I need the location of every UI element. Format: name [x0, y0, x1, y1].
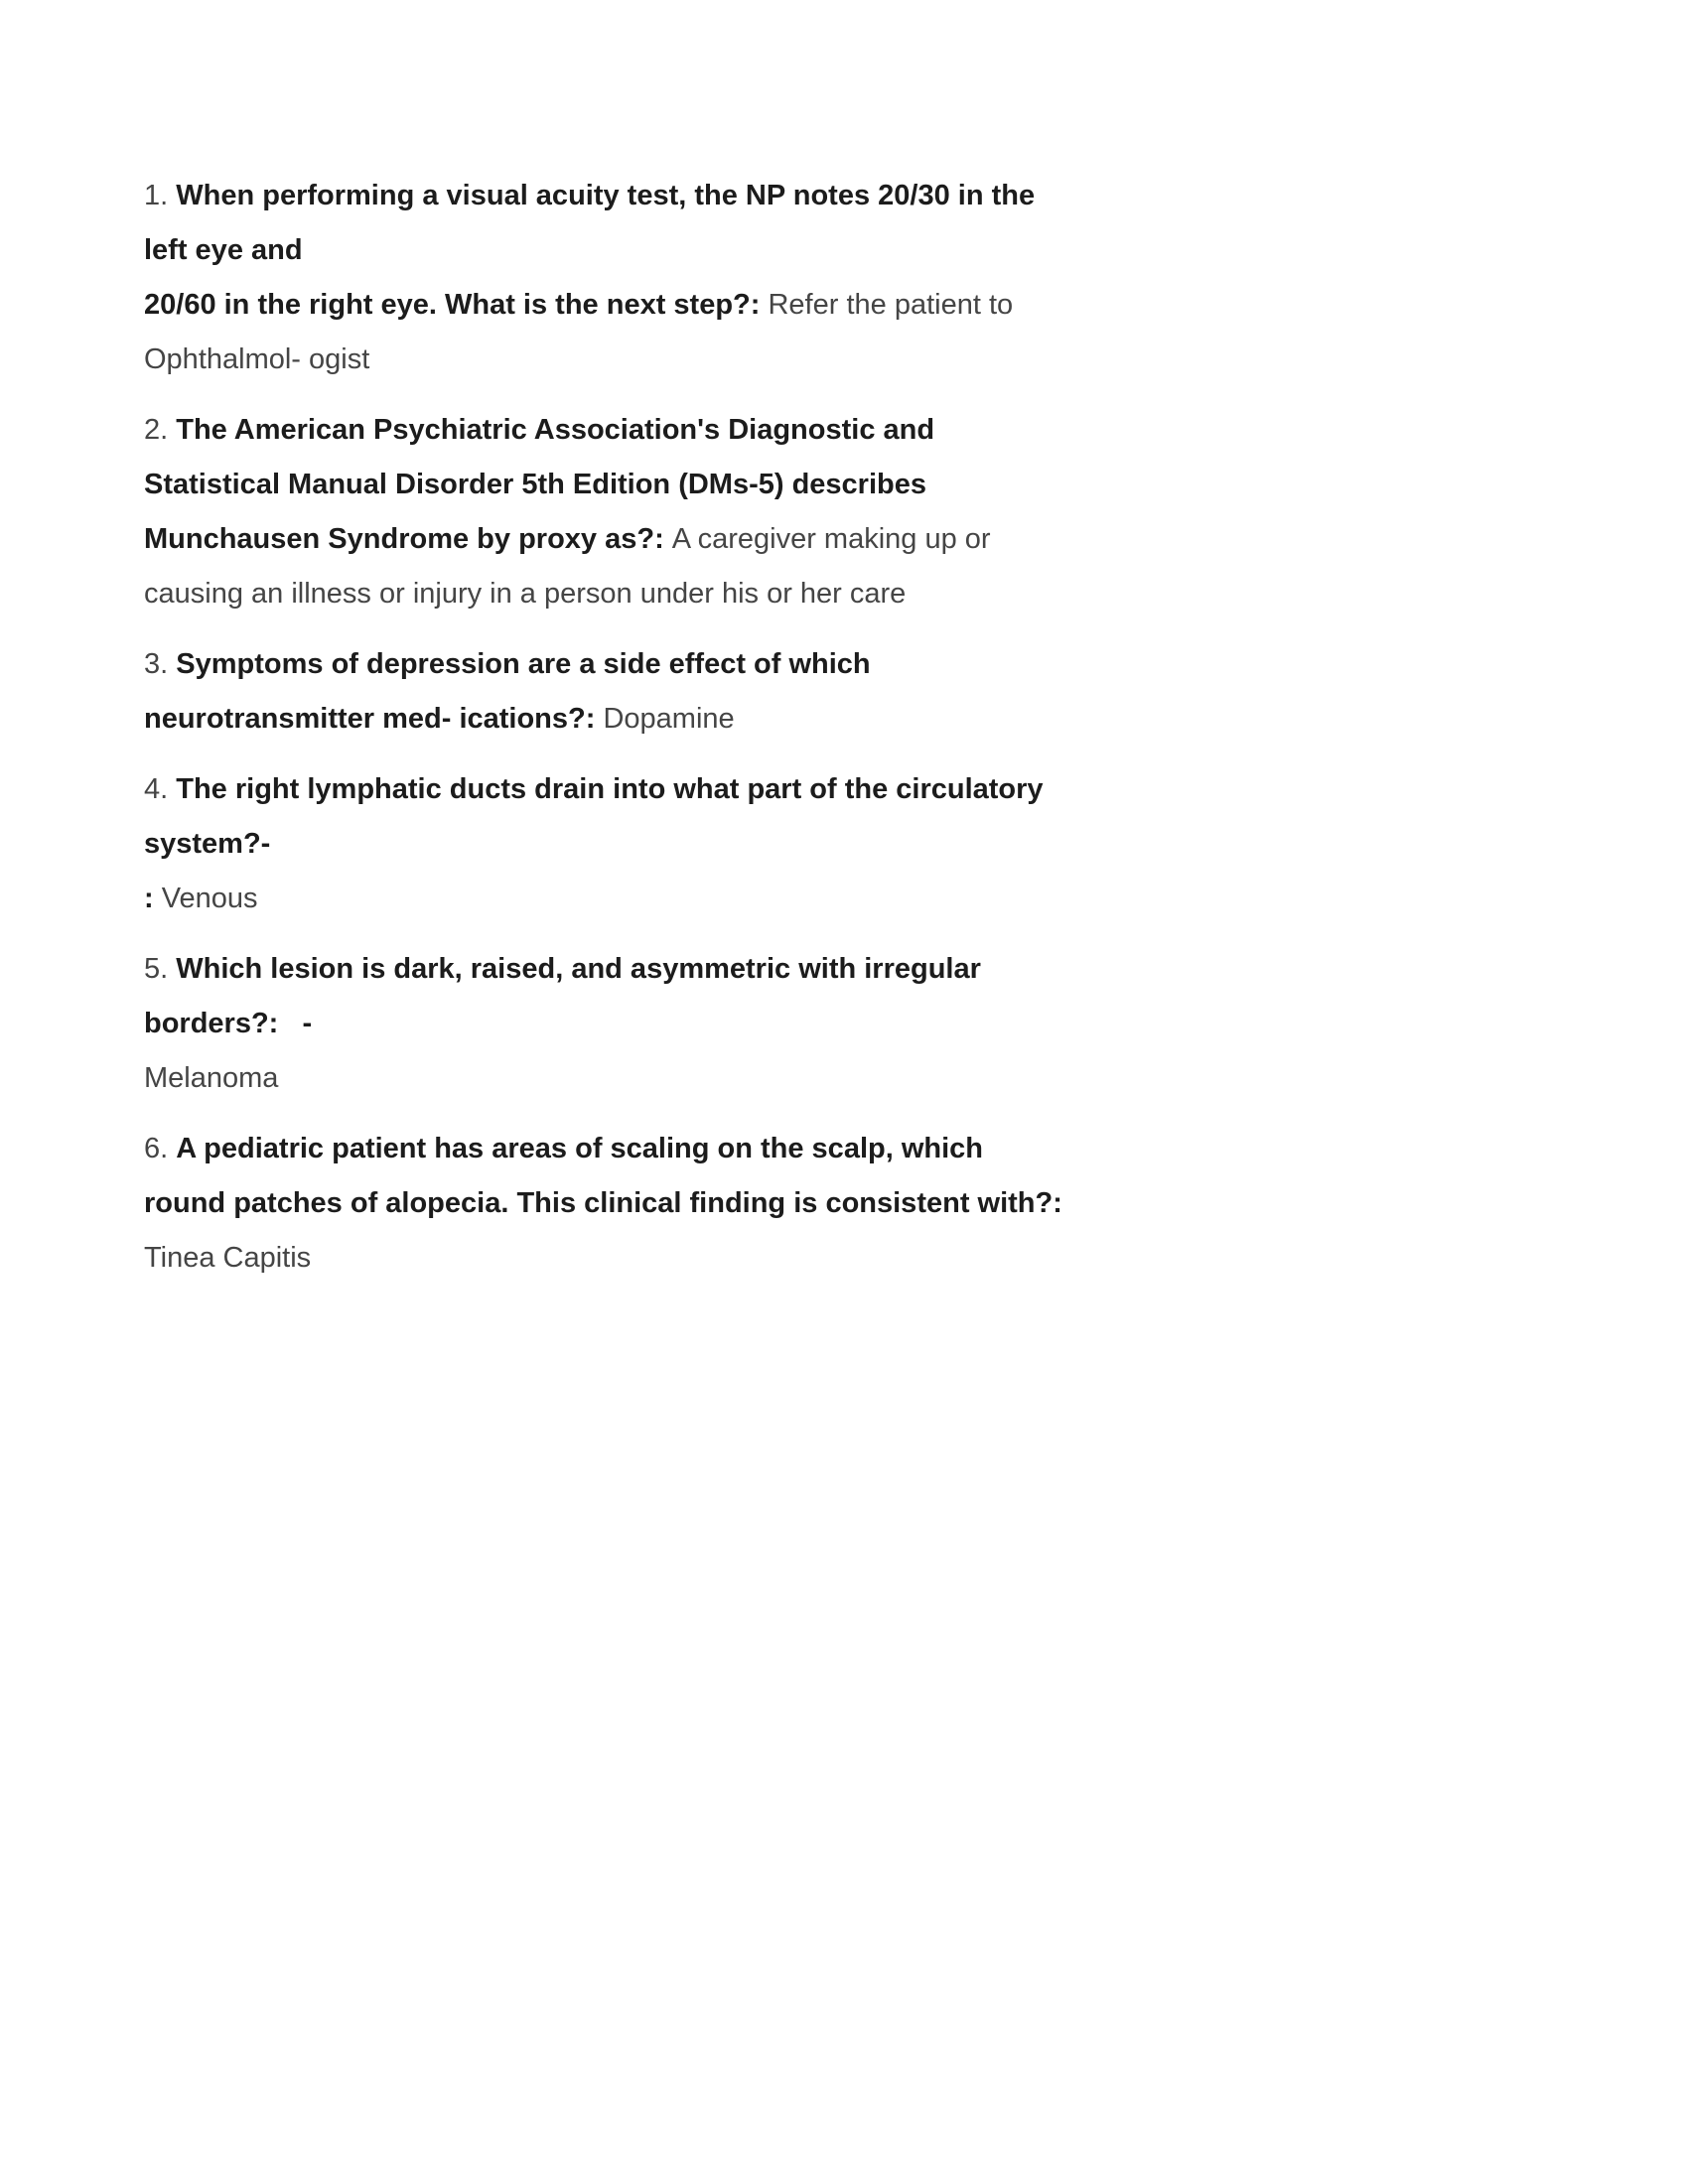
qa-list: [144, 169, 1072, 1286]
qa-item: [144, 942, 1072, 1106]
qa-item: [144, 1122, 1072, 1286]
qa-item: [144, 403, 1072, 621]
answer-text: Tinea Capitis: [144, 1242, 312, 1274]
item-number: 1.: [144, 180, 177, 211]
qa-item: [144, 169, 1072, 387]
qa-item: [144, 637, 1072, 747]
question-text: A pediatric patient has areas of scaling on the scalp, which round patches of alopecia. This clinical finding is consistent with?:: [144, 1133, 1070, 1219]
question-text: Symptoms of depression are a side effect of which neurotransmitter med- ications?:: [144, 648, 879, 735]
question-text: When performing a visual acuity test, the NP notes 20/30 in the left eye and: [144, 180, 1044, 266]
item-number: 6.: [144, 1133, 177, 1164]
question-text: :: [144, 883, 162, 914]
qa-item: [144, 762, 1072, 926]
answer-text: Refer the patient to Ophthalmol- ogist: [144, 289, 1022, 375]
question-text: 20/60 in the right eye. What is the next step?:: [144, 289, 769, 321]
answer-text: Melanoma: [144, 1062, 279, 1094]
question-text: The right lymphatic ducts drain into what part of the circulatory system?-: [144, 773, 1052, 860]
item-number: 3.: [144, 648, 177, 680]
item-number: 4.: [144, 773, 177, 805]
answer-text: A caregiver making up or causing an illness or injury in a person under his or her care: [144, 523, 999, 610]
answer-text: Dopamine: [603, 703, 735, 735]
question-text: Which lesion is dark, raised, and asymmetric with irregular borders?: -: [144, 953, 989, 1039]
answer-text: Venous: [161, 883, 258, 914]
item-number: 5.: [144, 953, 177, 985]
item-number: 2.: [144, 414, 177, 446]
question-text: The American Psychiatric Association's Diagnostic and Statistical Manual Disorder 5th Edition (DMs-5) describes Munchausen Syndrome by proxy as?:: [144, 414, 943, 555]
